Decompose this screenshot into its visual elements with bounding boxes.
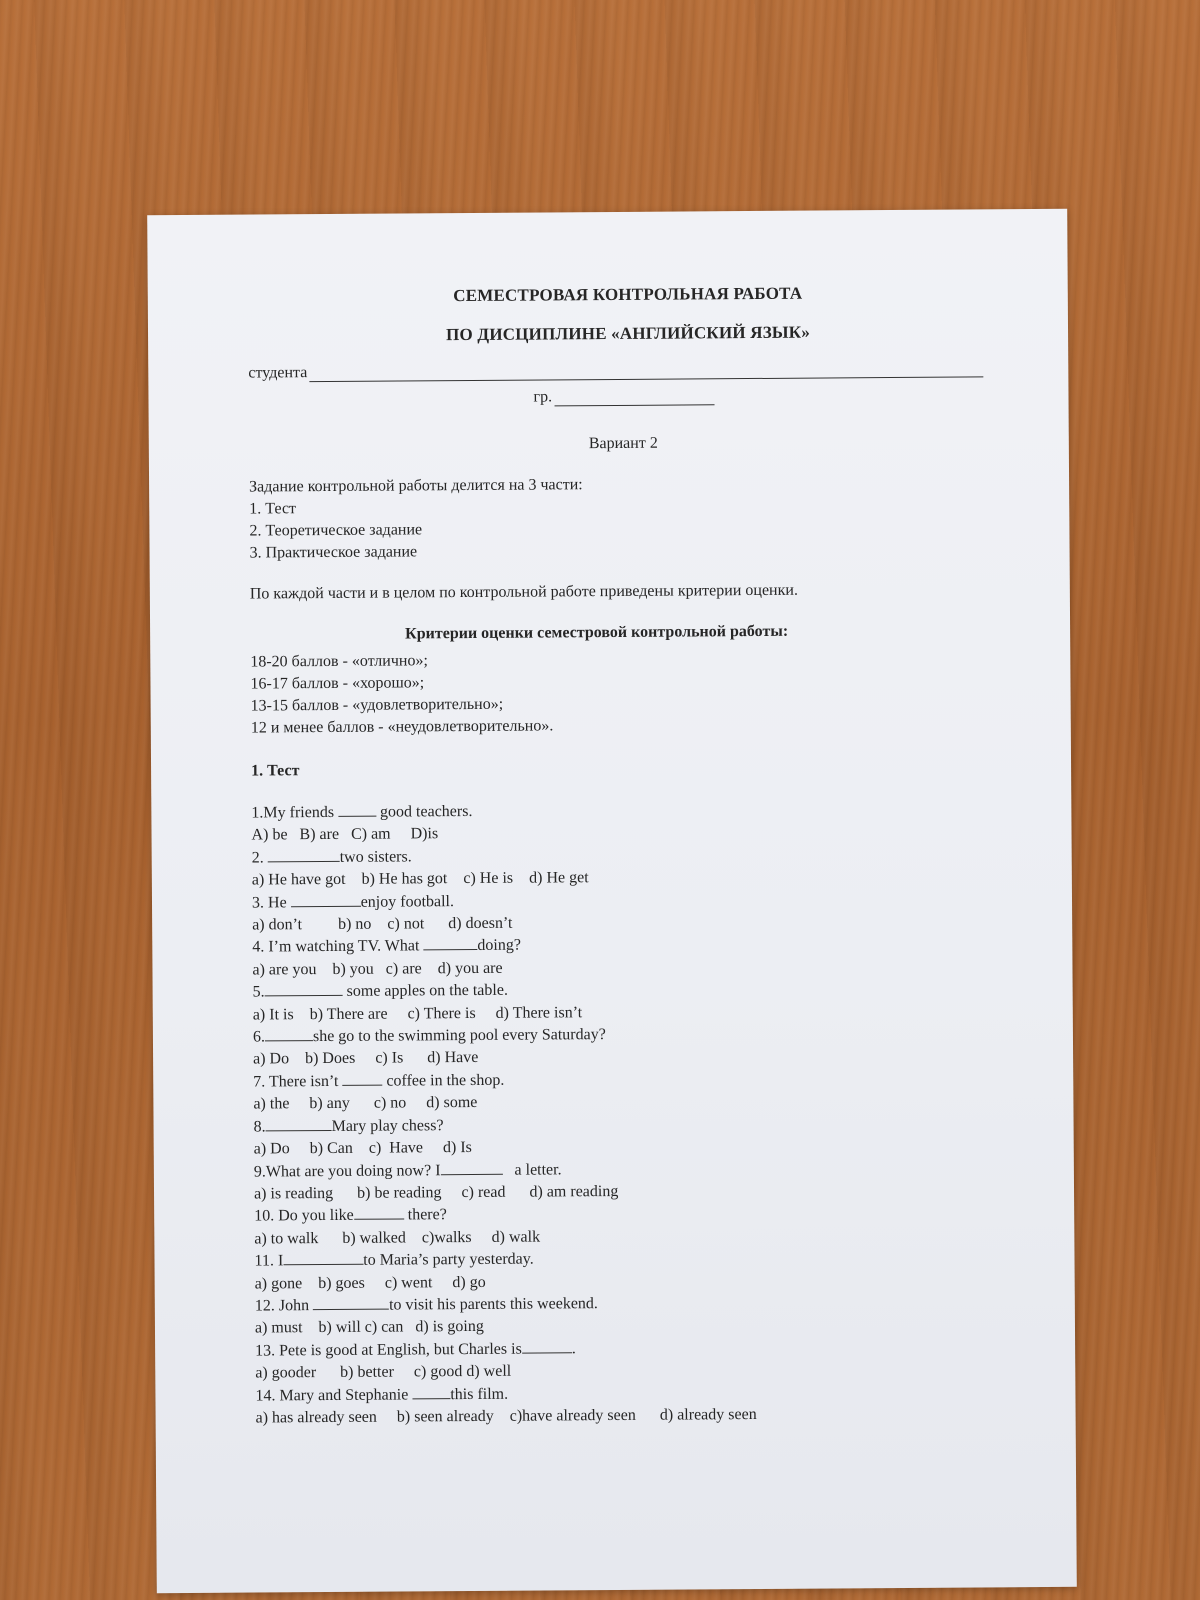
question-text: to Maria’s party yesterday.	[363, 1250, 534, 1269]
answer-options: a) has already seen b) seen already c)have already seen d) already seen	[255, 1405, 757, 1427]
answer-options: a) must b) will c) can d) is going	[254, 1318, 484, 1337]
title-line-1: СЕМЕСТРОВАЯ КОНТРОЛЬНАЯ РАБОТА	[453, 283, 803, 306]
answer-blank[interactable]	[313, 1295, 389, 1311]
section-title: 1. Тест	[251, 762, 300, 780]
intro-block	[249, 474, 583, 564]
student-field	[248, 359, 983, 382]
student-name-blank[interactable]	[309, 361, 983, 382]
question-text: she go to the swimming pool every Saturday?	[312, 1026, 606, 1046]
answer-blank[interactable]	[440, 1159, 502, 1174]
question-text: 6.	[252, 1028, 266, 1046]
question-text: 7. There isn’t	[253, 1072, 343, 1091]
criteria-item: 12 и менее баллов - «неудовлетворительно».	[250, 717, 554, 737]
answer-options: a) It is b) There are c) There is d) There isn’t	[252, 1003, 583, 1024]
answer-blank[interactable]	[265, 981, 343, 997]
intro-lead: Задание контрольной работы делится на 3 части:	[249, 476, 583, 496]
question-text: 1.My friends	[251, 803, 339, 822]
question-text: 2.	[251, 849, 268, 867]
answer-blank[interactable]	[423, 935, 477, 950]
answer-blank[interactable]	[265, 1026, 313, 1041]
intro-part: 3. Практическое задание	[249, 543, 418, 562]
question-text: a letter.	[502, 1160, 562, 1179]
question-text: good teachers.	[375, 802, 473, 821]
exam-sheet	[147, 209, 1077, 1593]
question-text: to visit his parents this weekend.	[388, 1295, 598, 1314]
question-text: 3. He	[251, 893, 291, 912]
question-text: 9.What are you doing now? I	[253, 1161, 441, 1181]
answer-blank[interactable]	[283, 1250, 363, 1266]
answer-options: a) don’t b) no c) not d) doesn’t	[252, 914, 513, 934]
intro-part: 1. Тест	[249, 500, 297, 518]
answer-options: a) is reading b) be reading c) read d) am reading	[253, 1182, 619, 1203]
answer-blank[interactable]	[291, 891, 361, 906]
criteria-item: 18-20 баллов - «отлично»;	[250, 652, 428, 671]
question-text: 4. I’m watching TV. What	[252, 937, 424, 956]
question-text: there?	[403, 1206, 447, 1224]
group-label: гр.	[533, 388, 553, 406]
group-field	[533, 387, 714, 406]
criteria-list	[250, 649, 553, 739]
answer-options: a) Do b) Does c) Is d) Have	[253, 1049, 479, 1068]
answer-options: a) He have got b) He has got c) He is d) He get	[251, 869, 589, 889]
question-text: doing?	[477, 937, 522, 955]
answer-options: a) gooder b) better c) good d) well	[255, 1362, 512, 1382]
criteria-item: 16-17 баллов - «хорошо»;	[250, 674, 425, 693]
criteria-item: 13-15 баллов - «удовлетворительно»;	[250, 695, 504, 715]
answer-options: a) are you b) you c) are d) you are	[252, 959, 503, 979]
question-text: some apples on the table.	[342, 981, 508, 1001]
answer-blank[interactable]	[338, 802, 376, 817]
group-blank[interactable]	[554, 389, 714, 406]
question-text: .	[571, 1340, 576, 1358]
criteria-title: Критерии оценки семестровой контрольной работы:	[405, 622, 789, 643]
question-text: 5.	[252, 983, 265, 1001]
criteria-note: По каждой части и в целом по контрольной работе приведены критерии оценки.	[249, 581, 798, 603]
answer-options: a) to walk b) walked c)walks d) walk	[254, 1228, 541, 1248]
answer-options: a) the b) any c) no d) some	[253, 1094, 478, 1113]
question-text: 13. Pete is good at English, but Charles is	[255, 1340, 522, 1360]
answer-blank[interactable]	[268, 847, 340, 863]
question-text: 10. Do you like	[254, 1207, 354, 1225]
question-text: two sisters.	[339, 848, 412, 866]
question-text: coffee in the shop.	[382, 1071, 505, 1090]
title-line-2: ПО ДИСЦИПЛИНЕ «АНГЛИЙСКИЙ ЯЗЫК»	[446, 322, 811, 345]
intro-part: 2. Теоретическое задание	[249, 521, 423, 540]
question-text: Mary play chess?	[331, 1116, 444, 1135]
answer-options: a) gone b) goes c) went d) go	[254, 1273, 486, 1293]
student-label: студента	[248, 364, 308, 382]
answer-blank[interactable]	[522, 1338, 572, 1353]
answer-blank[interactable]	[412, 1384, 450, 1399]
answer-blank[interactable]	[354, 1205, 404, 1220]
question-text: 14. Mary and Stephanie	[255, 1385, 413, 1405]
question-text: this film.	[450, 1385, 509, 1403]
answer-blank[interactable]	[265, 1116, 331, 1131]
question-text: 12. John	[254, 1297, 314, 1315]
answer-options: a) Do b) Can c) Have d) Is	[253, 1139, 472, 1158]
question-text: 8.	[253, 1118, 266, 1136]
question-text: enjoy football.	[360, 892, 455, 911]
answer-blank[interactable]	[342, 1070, 382, 1085]
answer-options: A) be B) are C) am D)is	[251, 825, 439, 844]
test-questions	[251, 799, 756, 1430]
variant-label: Вариант 2	[588, 434, 658, 453]
question-text: 11. I	[254, 1252, 284, 1270]
